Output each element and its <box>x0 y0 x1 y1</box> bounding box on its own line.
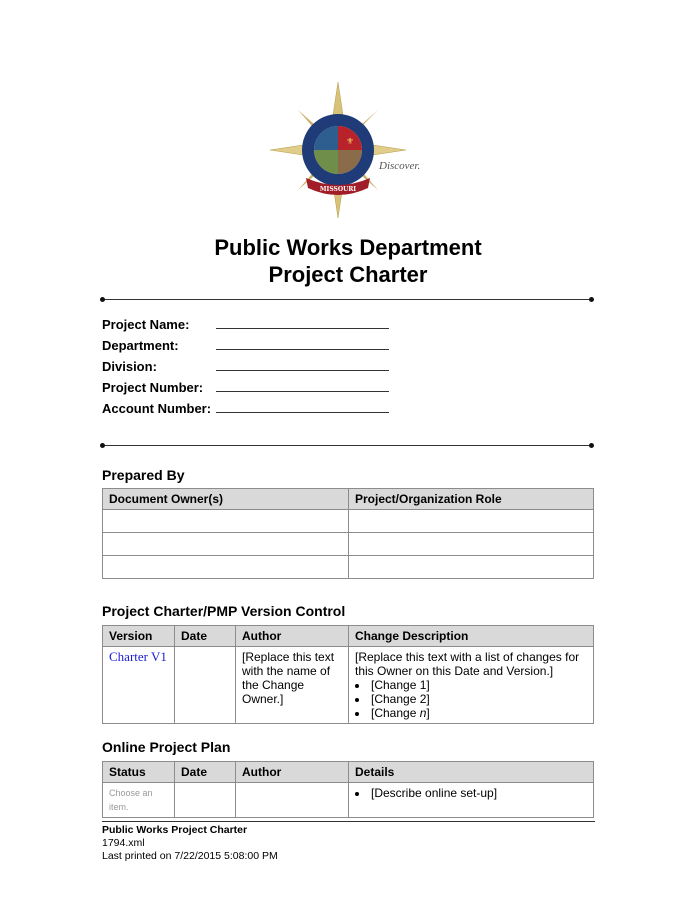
table-header-row <box>103 489 594 510</box>
role-cell[interactable] <box>349 556 594 579</box>
column-header: Author <box>236 762 349 783</box>
compass-star-icon <box>268 80 428 220</box>
prepared-by-table <box>102 488 594 579</box>
table-row <box>103 783 594 818</box>
field-account-number <box>102 398 389 419</box>
project-number-input[interactable] <box>216 377 389 392</box>
change-item <box>369 706 587 720</box>
logo-tagline: Discover. <box>379 160 421 172</box>
city-logo <box>268 80 428 220</box>
footer-filename: 1794.xml <box>102 837 145 849</box>
column-header: Details <box>349 762 594 783</box>
field-label: Project Name: <box>102 317 190 332</box>
division-input[interactable] <box>216 356 389 371</box>
page-footer <box>102 824 278 863</box>
divider-top <box>102 299 592 300</box>
field-project-name <box>102 314 389 335</box>
table-row <box>103 647 594 724</box>
field-label: Account Number: <box>102 401 212 416</box>
owner-cell[interactable] <box>103 556 349 579</box>
column-header: Author <box>236 626 349 647</box>
column-header: Project/Organization Role <box>349 489 594 510</box>
column-header: Document Owner(s) <box>103 489 349 510</box>
field-department <box>102 335 389 356</box>
account-number-input[interactable] <box>216 398 389 413</box>
author-cell[interactable] <box>236 783 349 818</box>
owner-cell[interactable] <box>103 533 349 556</box>
title-line-2: Project Charter <box>268 262 428 287</box>
field-label: Department: <box>102 338 179 353</box>
svg-text:⚜: ⚜ <box>345 137 355 147</box>
role-cell[interactable] <box>349 510 594 533</box>
divider-bottom <box>102 445 592 446</box>
change-item: • [Change 1] <box>369 678 587 692</box>
table-row <box>103 510 594 533</box>
details-list <box>355 786 587 800</box>
page-title <box>0 234 696 288</box>
footer-printed-date: Last printed on 7/22/2015 5:08:00 PM <box>102 850 278 862</box>
status-dropdown[interactable]: Choose an item. <box>103 783 175 818</box>
column-header: Date <box>175 626 236 647</box>
field-division <box>102 356 389 377</box>
version-control-heading: Project Charter/PMP Version Control <box>102 603 346 619</box>
field-label: Division: <box>102 359 157 374</box>
date-cell[interactable] <box>175 647 236 724</box>
prepared-by-heading: Prepared By <box>102 467 185 483</box>
details-item: • [Describe online set-up] <box>369 786 587 800</box>
column-header: Date <box>175 762 236 783</box>
change-description-text: [Replace this text with a list of changes for this Owner on this Date and Version.] <box>355 650 580 678</box>
online-plan-table <box>102 761 594 818</box>
table-row <box>103 556 594 579</box>
change-item-italic: n <box>419 706 427 720</box>
change-list <box>355 678 587 720</box>
change-item: • [Change 2] <box>369 692 587 706</box>
change-item-suffix: ] <box>426 706 430 720</box>
project-name-input[interactable] <box>216 314 389 329</box>
version-cell[interactable]: Charter V1 <box>103 647 175 724</box>
change-description-cell[interactable] <box>349 647 594 724</box>
field-label: Project Number: <box>102 380 204 395</box>
column-header: Version <box>103 626 175 647</box>
table-header-row <box>103 626 594 647</box>
column-header: Status <box>103 762 175 783</box>
online-plan-heading: Online Project Plan <box>102 739 231 755</box>
details-cell[interactable] <box>349 783 594 818</box>
version-control-table <box>102 625 594 724</box>
title-line-1: Public Works Department <box>214 235 482 260</box>
role-cell[interactable] <box>349 533 594 556</box>
column-header: Change Description <box>349 626 594 647</box>
owner-cell[interactable] <box>103 510 349 533</box>
table-row <box>103 533 594 556</box>
change-item-prefix: [Change <box>371 706 420 720</box>
department-input[interactable] <box>216 335 389 350</box>
date-cell[interactable] <box>175 783 236 818</box>
author-cell[interactable]: [Replace this text with the name of the Change Owner.] <box>236 647 349 724</box>
field-project-number <box>102 377 389 398</box>
table-header-row <box>103 762 594 783</box>
footer-title: Public Works Project Charter <box>102 824 248 836</box>
footer-divider <box>102 821 595 822</box>
svg-text:MISSOURI: MISSOURI <box>319 186 357 193</box>
